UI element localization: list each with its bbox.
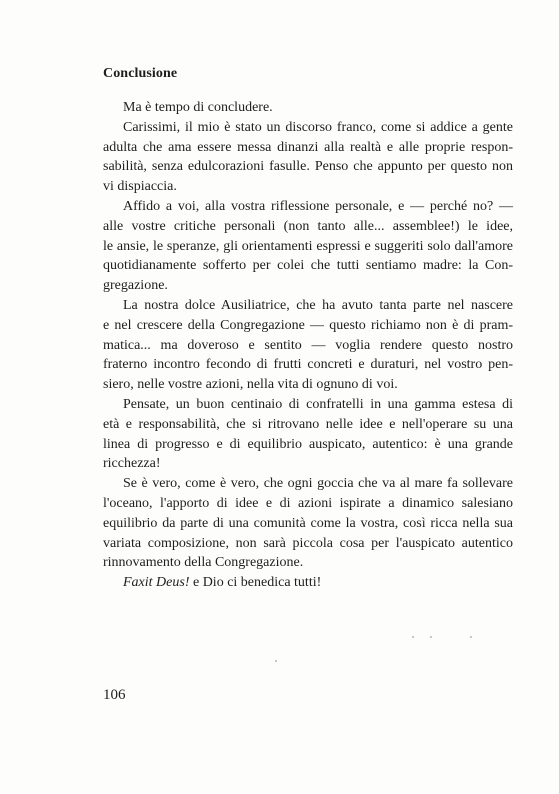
text-line: La nostra dolce Ausiliatrice, che ha avuto tanta parte nel nascere — [123, 297, 513, 313]
text-line: gregazione. — [103, 278, 168, 294]
text-line: ricchezza! — [103, 456, 161, 472]
closing-rest: e Dio ci benedica tutti! — [189, 575, 322, 591]
text-line: variata composizione, non sarà piccola cosa per l'auspicato autentico — [103, 535, 513, 551]
text-line: linea di progresso e di equilibrio auspicato, autentico: è una grande — [103, 436, 513, 452]
text-line: fraterno incontro fecondo di frutti concreti e duraturi, nel vostro pen- — [103, 357, 513, 373]
text-line: Ma è tempo di concludere. — [123, 100, 273, 115]
text-line: l'oceano, l'apporto di idee e di azioni ispirate a dinamico salesiano — [103, 495, 513, 511]
text-line: età e responsabilità, che si ritrovano nelle idee e nell'operare su una — [103, 416, 513, 432]
text-line: sabilità, senza edulcorazioni fasulle. Penso che appunto per questo non — [103, 159, 513, 175]
page-number: 106 — [103, 687, 126, 703]
text-line: Se è vero, come è vero, che ogni goccia che va al mare fa sollevare — [123, 476, 513, 492]
text-line: Pensate, un buon centinaio di confratelli in una gamma estesa di — [123, 396, 513, 412]
scan-speck — [275, 660, 277, 662]
text-line: rinnovamento della Congregazione. — [103, 555, 304, 571]
text-line: Carissimi, il mio è stato un discorso franco, come si addice a gente — [123, 119, 513, 135]
text-line: alle vostre critiche personali (non tanto alle... assemblee!) le idee, — [103, 218, 513, 234]
scan-speck — [470, 636, 472, 638]
text-line: matica... ma doveroso e sentito — voglia rendere questo nostro — [103, 337, 513, 353]
text-line: vi dispiaccia. — [103, 179, 177, 195]
text-line: e nel crescere della Congregazione — questo richiamo non è di pram- — [103, 317, 513, 333]
text-line: le ansie, le speranze, gli orientamenti espressi e suggeriti solo dall'amore — [103, 238, 513, 254]
text-line: Affido a voi, alla vostra riflessione personale, e — perché no? — — [123, 198, 513, 214]
text-line: adulta che ama essere messa dinanzi alla realtà e alle proprie respon- — [103, 139, 513, 155]
text-line: equilibrio da parte di una comunità come la vostra, così ricca nella sua — [103, 515, 513, 531]
closing-italic: Faxit Deus! — [123, 575, 190, 591]
body-text — [103, 98, 513, 593]
scan-speck — [430, 636, 432, 638]
text-line: siero, nelle vostre azioni, nella vita di ognuno di voi. — [103, 377, 398, 393]
text-line: quotidianamente sofferto per colei che tutti sentiamo madre: la Con- — [103, 258, 513, 274]
scan-speck — [412, 636, 414, 638]
closing-line — [103, 573, 513, 593]
section-heading: Conclusione — [103, 66, 178, 81]
